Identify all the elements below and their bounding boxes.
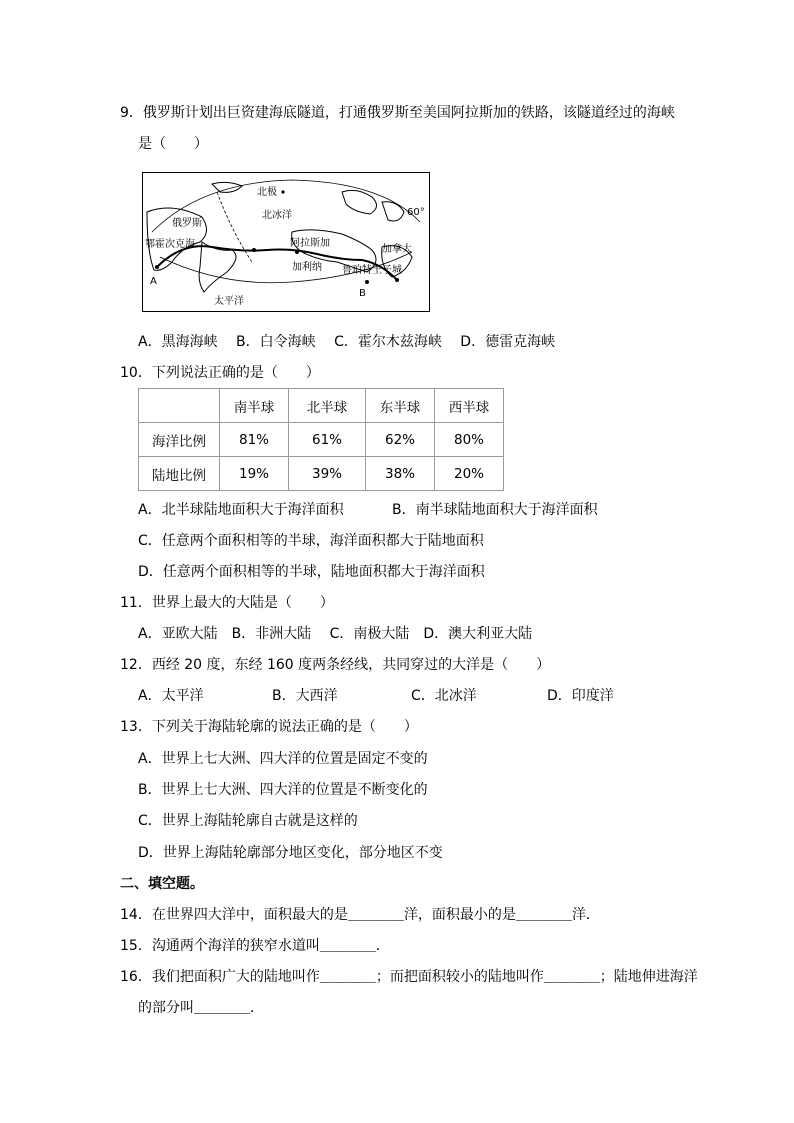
map-label-canada: 加拿大 [382,244,412,255]
map-label-russia: 俄罗斯 [172,218,202,229]
map-dot-prince-rupert [395,278,399,282]
q16-line2: 的部分叫＿＿＿＿． [138,1000,264,1016]
q9-map [142,172,430,312]
map-label-prince-rupert: 鲁珀特王子城 [342,265,402,276]
table-cell: 39% [289,457,366,491]
map-label-a: A [150,276,157,287]
map-label-okhotsk: 鄂霍次克海 [145,239,195,250]
q13-option-c: C．世界上海陆轮廓自古就是这样的 [138,813,358,829]
map-dot-strait-west [252,248,256,252]
q12-stem: 12．西经 20 度，东经 160 度两条经线，共同穿过的大洋是（ ） [120,657,551,673]
q14-text: 14．在世界四大洋中，面积最大的是＿＿＿＿洋，面积最小的是＿＿＿＿洋． [120,907,600,923]
map-label-arctic: 北冰洋 [262,210,292,221]
table-cell: 东半球 [366,389,435,423]
map-dot-a [155,265,159,269]
q12-option-a: A．太平洋 [138,688,204,704]
section-title: 二、填空题。 [120,876,204,892]
table-row [139,423,504,457]
q10-option-d: D．任意两个面积相等的半球，陆地面积都大于海洋面积 [138,564,485,580]
table-cell: 19% [220,457,289,491]
table-cell: 20% [435,457,504,491]
q12-option-c: C．北冰洋 [411,688,477,704]
q9-stem-line2: 是（ ） [138,136,208,152]
map-dot-strait-east [295,250,299,254]
table-cell: 陆地比例 [139,457,220,491]
q13-option-a: A．世界上七大洲、四大洋的位置是固定不变的 [138,751,428,767]
map-label-pacific: 太平洋 [214,296,244,307]
q10-option-a: A．北半球陆地面积大于海洋面积 [138,502,344,518]
q13-option-d: D．世界上海陆轮廓部分地区变化，部分地区不变 [138,845,443,861]
map-label-north-pole: 北极 [257,187,277,198]
table-header-row [139,389,504,423]
q13-option-b: B．世界上七大洲、四大洋的位置是不断变化的 [138,782,428,798]
q12-option-d: D．印度洋 [547,688,614,704]
table-cell: 61% [289,423,366,457]
table-cell [139,389,220,423]
q11-options: A．亚欧大陆 B．非洲大陆 C．南极大陆 D．澳大利亚大陆 [138,626,533,642]
table-cell: 西半球 [435,389,504,423]
map-dot-north-pole [281,190,284,193]
table-cell: 北半球 [289,389,366,423]
table-cell: 38% [366,457,435,491]
q10-option-c: C．任意两个面积相等的半球，海洋面积都大于陆地面积 [138,533,484,549]
q12-option-b: B．大西洋 [272,688,338,704]
map-label-california: 加利纳 [292,262,322,273]
table-cell: 海洋比例 [139,423,220,457]
q10-table [138,388,504,491]
table-cell: 南半球 [220,389,289,423]
map-dot-b [365,280,369,284]
q11-stem: 11．世界上最大的大陆是（ ） [120,595,334,611]
map-label-b: B [359,288,366,299]
table-cell: 80% [435,423,504,457]
map-label-lat60: 60° [407,207,425,218]
table-cell: 81% [220,423,289,457]
table-row [139,457,504,491]
q16-line1: 16．我们把面积广大的陆地叫作＿＿＿＿；而把面积较小的陆地叫作＿＿＿＿；陆地伸进海洋 [120,969,698,985]
map-label-alaska: 阿拉斯加 [290,238,330,249]
q10-option-b: B．南半球陆地面积大于海洋面积 [392,502,598,518]
table-cell: 62% [366,423,435,457]
q10-stem: 10．下列说法正确的是（ ） [120,365,320,381]
q13-stem: 13．下列关于海陆轮廓的说法正确的是（ ） [120,719,418,735]
q15-text: 15．沟通两个海洋的狭窄水道叫＿＿＿＿． [120,938,390,954]
q9-options: A．黑海海峡 B．白令海峡 C．霍尔木兹海峡 D．德雷克海峡 [138,334,556,350]
q9-stem-line1: 9．俄罗斯计划出巨资建海底隧道，打通俄罗斯至美国阿拉斯加的铁路，该隧道经过的海峡 [120,105,675,121]
